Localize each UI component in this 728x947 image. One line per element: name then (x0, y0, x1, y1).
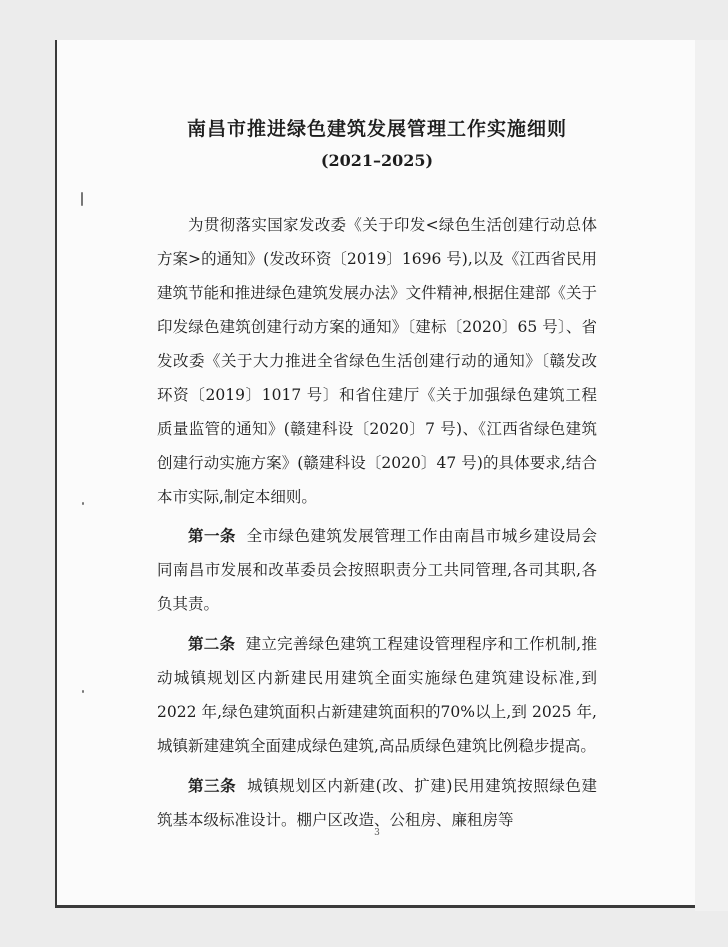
article-1 (157, 519, 597, 621)
scan-speck (82, 502, 84, 505)
document-subtitle: (2021–2025) (320, 151, 434, 170)
document-body (157, 208, 597, 843)
page-number: 3 (374, 828, 380, 838)
scan-speck (82, 690, 84, 693)
scan-margin (695, 40, 728, 911)
document-page (55, 40, 695, 908)
article-2-label: 第二条 (188, 634, 236, 653)
article-3-label: 第三条 (188, 776, 237, 795)
intro-paragraph: 为贯彻落实国家发改委《关于印发<绿色生活创建行动总体方案>的通知》(发改环资〔2019〕1696 号),以及《江西省民用建筑节能和推进绿色建筑发展办法》文件精神,根据住建部《关于印发绿色建筑创建行动方案的通知》〔建标〔2020〕65 号〕、省发改委《关于大力推进全省绿色生活创建行动的通知》〔赣发改环资〔2019〕1017 号〕和省住建厅《关于加强绿色建筑工程质量监管的通知》(赣建科设〔2020〕7 号)、《江西省绿色建筑创建行动实施方案》(赣建科设〔2020〕47 号)的具体要求,结合本市实际,制定本细则。 (157, 216, 597, 506)
document-title: 南昌市推进绿色建筑发展管理工作实施细则 (186, 118, 567, 140)
article-3 (157, 769, 597, 837)
article-2-text: 建立完善绿色建筑工程建设管理程序和工作机制,推动城镇规划区内新建民用建筑全面实施绿色建筑建设标准,到2022 年,绿色建筑面积占新建建筑面积的70%以上,到 2025 年,城镇新建建筑全面建成绿色建筑,高品质绿色建筑比例稳步提高。 (157, 635, 597, 755)
article-2 (157, 627, 597, 763)
article-1-text: 全市绿色建筑发展管理工作由南昌市城乡建设局会同南昌市发展和改革委员会按照职责分工共同管理,各司其职,各负其责。 (157, 527, 597, 613)
scan-speck (81, 192, 83, 206)
article-3-text: 城镇规划区内新建(改、扩建)民用建筑按照绿色建筑基本级标准设计。棚户区改造、公租房、廉租房等 (157, 777, 597, 829)
article-1-label: 第一条 (188, 526, 236, 545)
